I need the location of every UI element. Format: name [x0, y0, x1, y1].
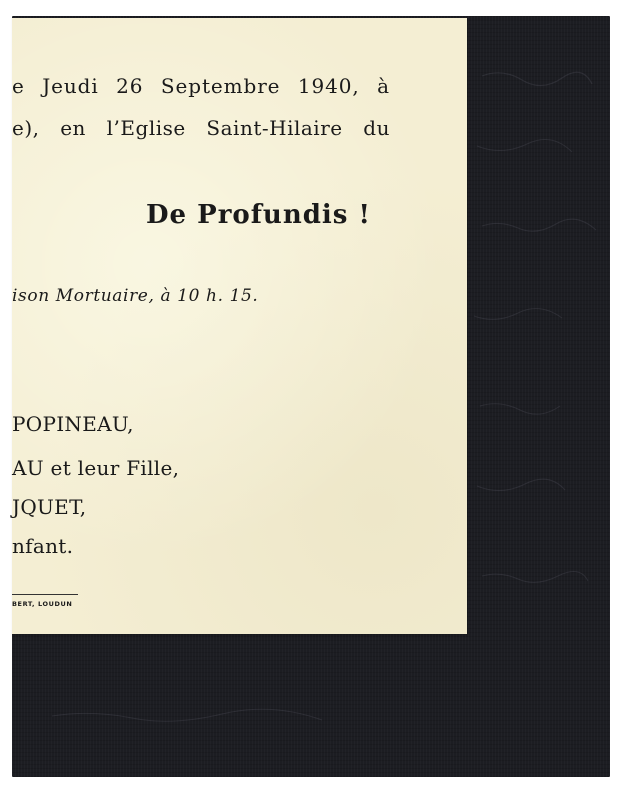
meeting-place-line: ison Mortuaire, à 10 h. 15.	[12, 286, 259, 306]
paper-fragment	[12, 18, 467, 634]
family-name-line: AU et leur Fille,	[12, 456, 180, 480]
family-name-line: JQUET,	[12, 495, 87, 519]
family-name-line: nfant.	[12, 534, 74, 558]
family-name-line: POPINEAU,	[12, 412, 134, 436]
printer-divider-rule	[12, 594, 78, 595]
service-date-line: e Jeudi 26 Septembre 1940, à	[12, 74, 390, 98]
church-location-line: e), en l’Eglise Saint-Hilaire du	[12, 116, 390, 140]
de-profundis-heading: De Profundis !	[146, 200, 371, 230]
printer-imprint: BERT, LOUDUN	[12, 600, 73, 608]
